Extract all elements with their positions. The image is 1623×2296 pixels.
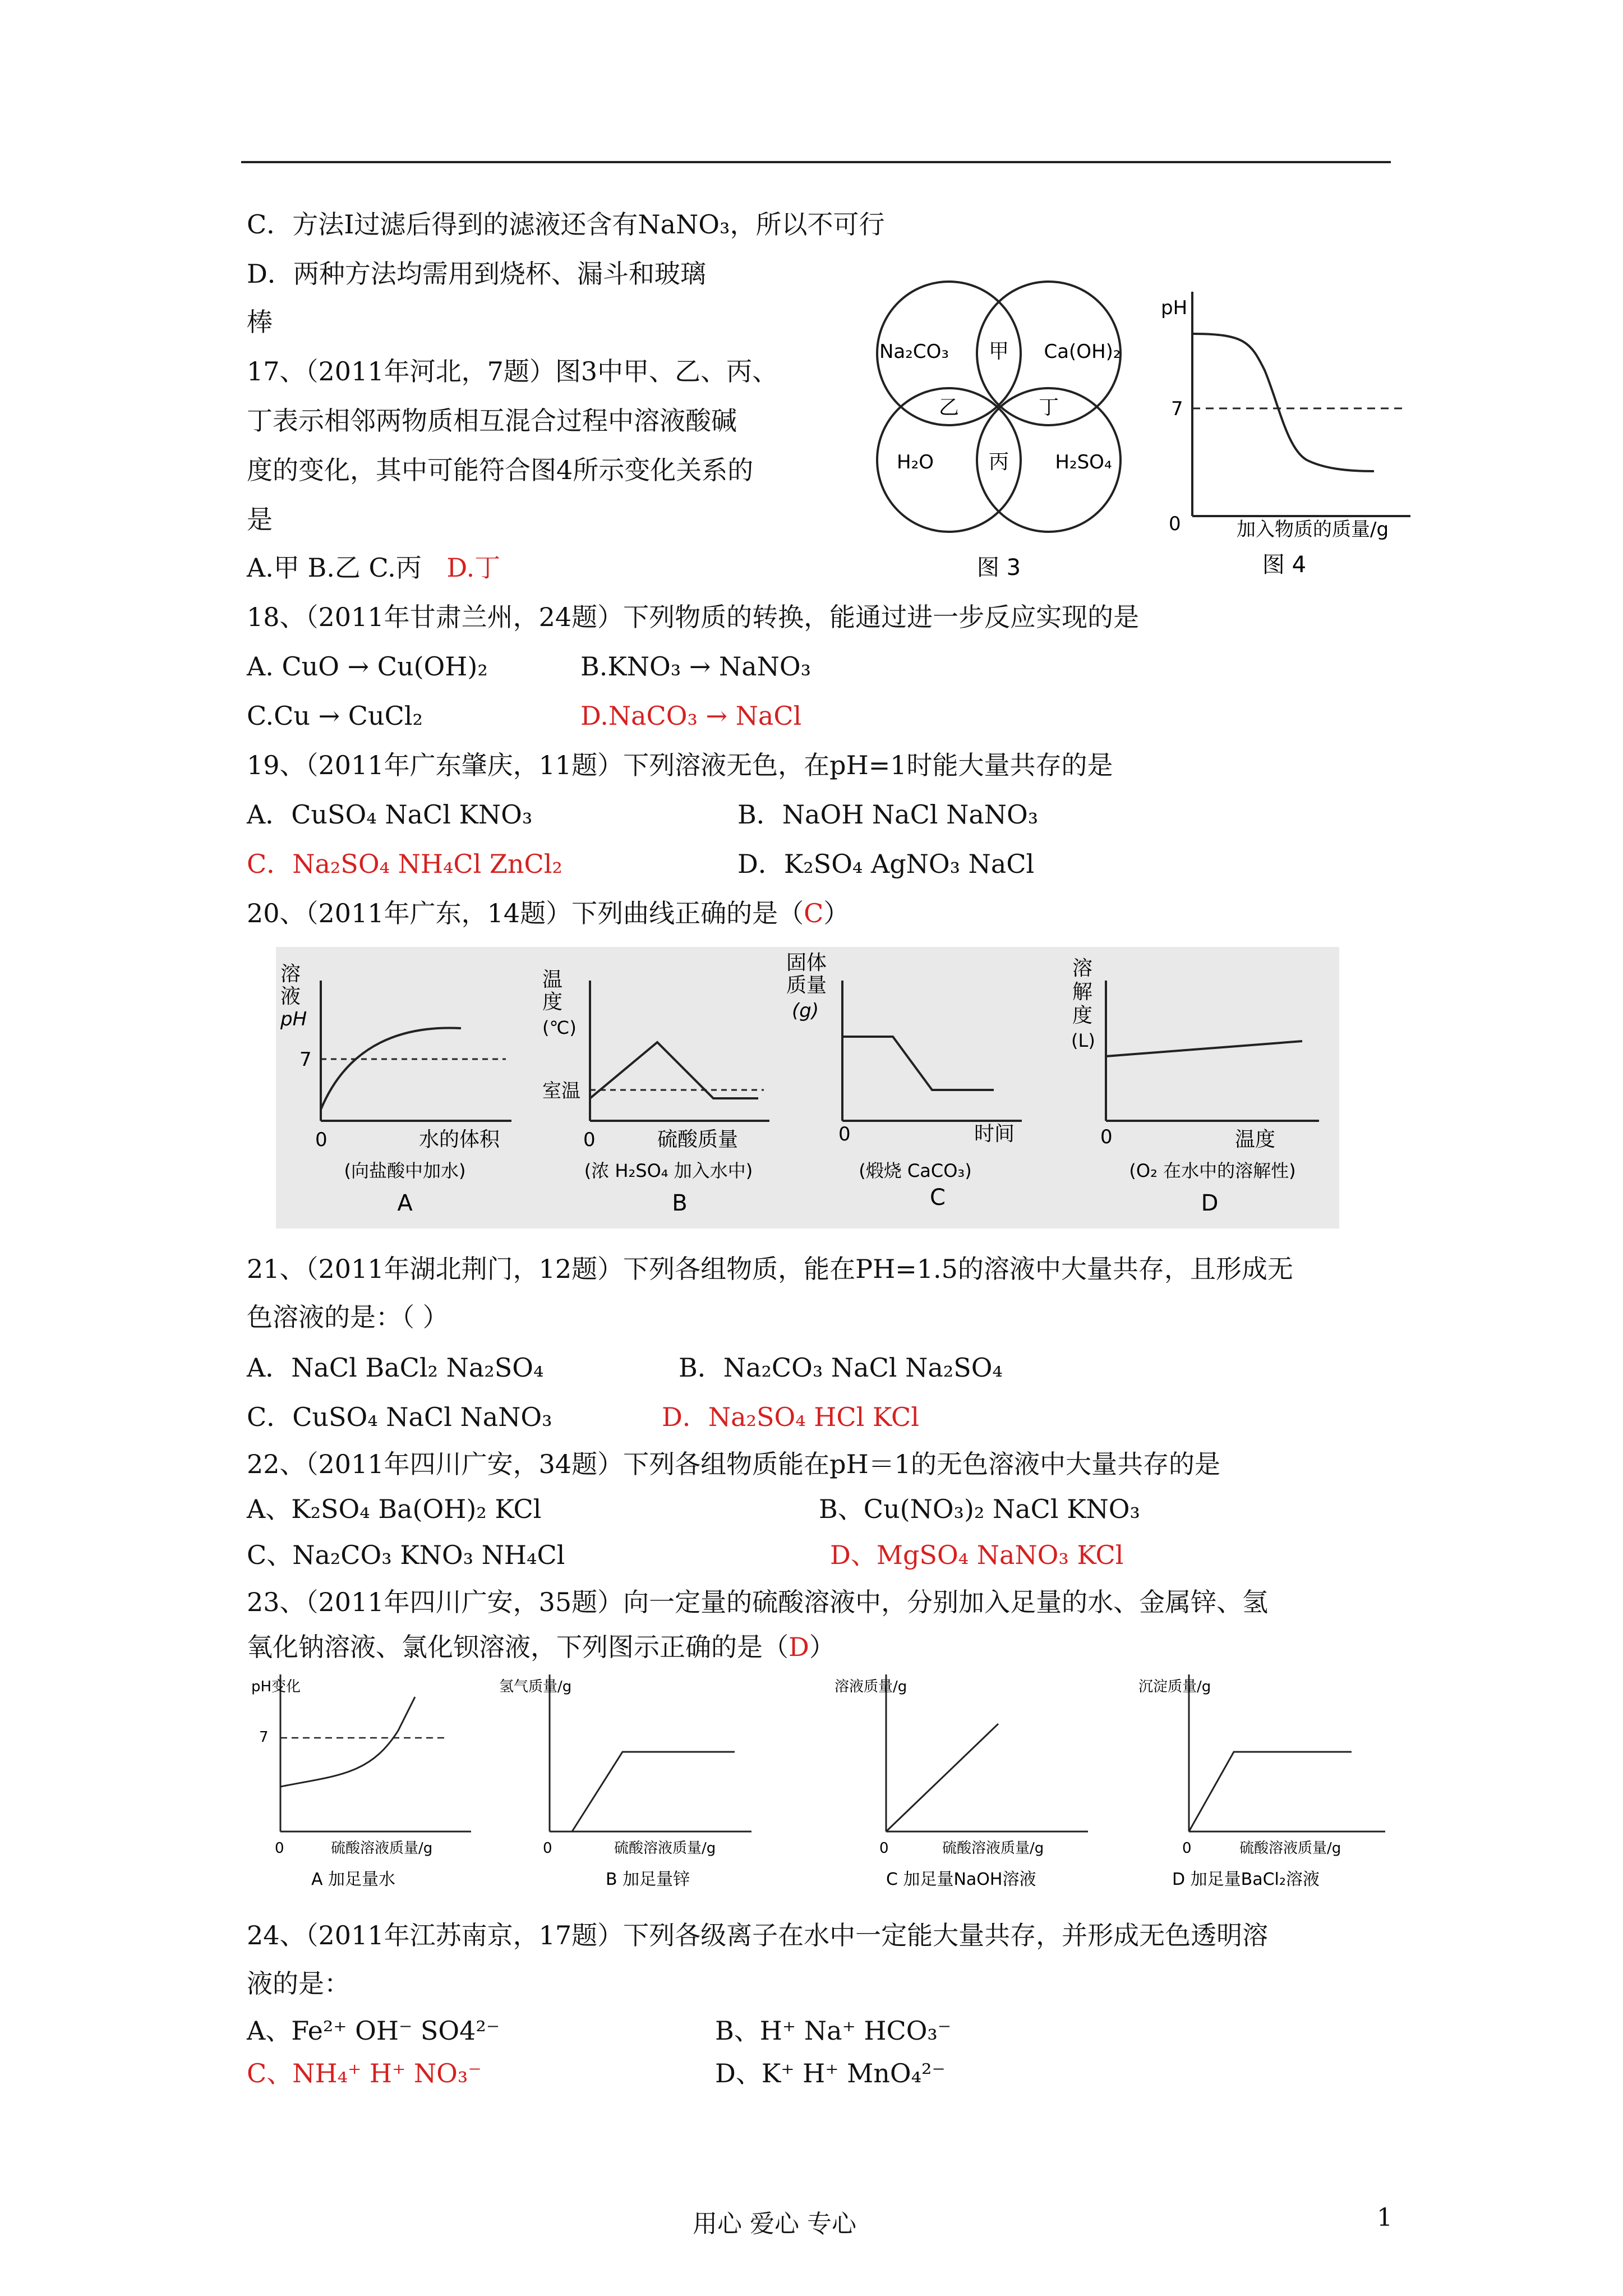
q23-line2-close: ） xyxy=(809,1632,835,1662)
q20b-ylabel2: 度 xyxy=(542,991,563,1014)
q20c-ylabel1: 固体 xyxy=(786,951,827,974)
q20a-tick: 7 xyxy=(299,1048,312,1071)
q21-option-b: B．Na₂CO₃ NaCl Na₂SO₄ xyxy=(679,1352,1003,1383)
q20a-letter: A xyxy=(397,1190,413,1216)
q17-line3: 度的变化，其中可能符合图4所示变化关系的 xyxy=(247,455,754,485)
q20c-xlabel: 时间 xyxy=(974,1122,1015,1145)
venn-caoh2: Ca(OH)₂ xyxy=(1044,341,1121,363)
q20b-letter: B xyxy=(672,1190,688,1216)
q24-option-d: D、K⁺ H⁺ MnO₄²⁻ xyxy=(715,2058,946,2088)
q23a-tick: 7 xyxy=(259,1729,269,1746)
q21-option-d-answer: D．Na₂SO₄ HCl KCl xyxy=(662,1402,919,1432)
q20c-ylabel2: 质量 xyxy=(786,974,827,997)
q20-chart-c xyxy=(786,951,1022,1211)
q23-chart-c xyxy=(834,1674,1088,1889)
q24-line2: 液的是： xyxy=(247,1968,350,1999)
q20b-zero: 0 xyxy=(583,1129,596,1151)
q20d-caption: (O₂ 在水中的溶解性) xyxy=(1129,1160,1296,1181)
q18-option-d-answer: D.NaCO₃ → NaCl xyxy=(580,701,802,731)
q20a-xlabel: 水的体积 xyxy=(419,1128,500,1151)
q23c-ylabel: 溶液质量/g xyxy=(834,1678,907,1695)
q24-option-a: A、Fe²⁺ OH⁻ SO4²⁻ xyxy=(247,2016,500,2046)
page-number: 1 xyxy=(1377,2203,1393,2232)
q19-option-b: B．NaOH NaCl NaNO₃ xyxy=(737,799,1039,830)
q23-chart-d xyxy=(1138,1674,1385,1889)
q22-option-c: C、Na₂CO₃ KNO₃ NH₄Cl xyxy=(247,1540,565,1570)
venn-h2o: H₂O xyxy=(897,451,934,473)
q24-line1: 24、（2011年江苏南京，17题）下列各级离子在水中一定能大量共存，并形成无色透明溶 xyxy=(247,1920,1269,1950)
venn-jia: 甲 xyxy=(988,340,1009,363)
q20d-letter: D xyxy=(1201,1190,1219,1216)
q23b-xlabel: 硫酸溶液质量/g xyxy=(614,1840,716,1857)
q23a-caption: A 加足量水 xyxy=(311,1870,396,1889)
q23-charts xyxy=(247,1663,1391,1899)
q23-line2 xyxy=(247,1630,835,1664)
q20-stem xyxy=(247,896,849,930)
q20a-zero: 0 xyxy=(315,1129,328,1151)
q17-answer: D.丁 xyxy=(446,553,501,583)
q17-line1: 17、（2011年河北，7题）图3中甲、乙、丙、 xyxy=(247,356,778,386)
q24-option-c-answer: C、NH₄⁺ H⁺ NO₃⁻ xyxy=(247,2058,482,2088)
q20d-ylabel4: (L) xyxy=(1071,1030,1095,1051)
q20-answer: C xyxy=(804,898,824,928)
q23-chart-b xyxy=(499,1674,751,1889)
q17-options xyxy=(247,551,500,585)
q18-option-b: B.KNO₃ → NaNO₃ xyxy=(580,651,811,682)
q22-stem: 22、（2011年四川广安，34题）下列各组物质能在pH＝1的无色溶液中大量共存的是 xyxy=(247,1449,1220,1479)
q19-option-a: A．CuSO₄ NaCl KNO₃ xyxy=(247,799,533,830)
q20a-caption: (向盐酸中加水) xyxy=(344,1160,466,1181)
q21-option-a: A．NaCl BaCl₂ Na₂SO₄ xyxy=(247,1352,544,1383)
q23b-ylabel: 氢气质量/g xyxy=(499,1678,572,1695)
q23a-xlabel: 硫酸溶液质量/g xyxy=(331,1840,433,1857)
q18-option-c: C.Cu → CuCl₂ xyxy=(247,701,423,731)
q17-options-text: A.甲 B.乙 C.丙 xyxy=(247,553,422,583)
q23-answer: D xyxy=(789,1632,809,1662)
option-d-continuation: 棒 xyxy=(247,307,273,337)
q21-line2: 色溶液的是：（ ） xyxy=(247,1302,449,1332)
q23d-xlabel: 硫酸溶液质量/g xyxy=(1239,1840,1341,1857)
q20c-ylabel3: (g) xyxy=(792,1000,819,1022)
option-c-line: C．方法Ⅰ过滤后得到的滤液还含有NaNO₃，所以不可行 xyxy=(247,209,885,240)
option-d-line: D．两种方法均需用到烧杯、漏斗和玻璃 xyxy=(247,259,706,289)
q23c-xlabel: 硫酸溶液质量/g xyxy=(942,1840,1044,1857)
q22-option-a: A、K₂SO₄ Ba(OH)₂ KCl xyxy=(247,1494,542,1524)
q24-option-b: B、H⁺ Na⁺ HCO₃⁻ xyxy=(715,2016,952,2046)
q20d-ylabel3: 度 xyxy=(1072,1004,1093,1027)
figure-4-ph-curve xyxy=(1144,280,1424,583)
q23d-zero: 0 xyxy=(1182,1840,1192,1857)
q23-line1: 23、（2011年四川广安，35题）向一定量的硫酸溶液中，分别加入足量的水、金属锌、氢 xyxy=(247,1587,1269,1617)
figure-4-zero: 0 xyxy=(1169,513,1181,535)
venn-ding: 丁 xyxy=(1038,396,1059,419)
figure-4-caption: 图 4 xyxy=(1262,552,1307,578)
venn-h2so4: H₂SO₄ xyxy=(1055,451,1112,473)
q20b-xlabel: 硫酸质量 xyxy=(657,1128,739,1151)
q20-chart-d xyxy=(1071,957,1319,1216)
q23a-zero: 0 xyxy=(275,1840,284,1857)
q23b-caption: B 加足量锌 xyxy=(606,1870,690,1889)
header-rule xyxy=(241,161,1391,163)
q20b-ylabel1: 温 xyxy=(542,968,563,991)
q20-chart-b xyxy=(542,968,769,1216)
q23-line2-text: 氧化钠溶液、氯化钡溶液，下列图示正确的是（ xyxy=(247,1632,789,1662)
q23a-ylabel: pH变化 xyxy=(251,1678,301,1695)
q20d-xlabel: 温度 xyxy=(1235,1128,1276,1151)
q23c-caption: C 加足量NaOH溶液 xyxy=(886,1870,1036,1889)
q20c-zero: 0 xyxy=(838,1123,851,1145)
q17-line4: 是 xyxy=(247,504,273,535)
figure-4-ylabel: pH xyxy=(1161,297,1188,319)
footer-motto: 用心 爱心 专心 xyxy=(693,2210,856,2238)
q23c-zero: 0 xyxy=(879,1840,889,1857)
q23d-caption: D 加足量BaCl₂溶液 xyxy=(1172,1870,1320,1889)
q23-chart-a xyxy=(251,1674,471,1889)
venn-na2co3: Na₂CO₃ xyxy=(879,341,949,363)
q18-stem: 18、（2011年甘肃兰州，24题）下列物质的转换，能通过进一步反应实现的是 xyxy=(247,602,1140,632)
q20c-caption: (煅烧 CaCO₃) xyxy=(859,1160,972,1181)
q18-option-a: A. CuO → Cu(OH)₂ xyxy=(247,651,488,682)
q20d-ylabel2: 解 xyxy=(1072,981,1093,1004)
q20a-ylabel3: pH xyxy=(280,1008,307,1030)
q20b-tick: 室温 xyxy=(542,1080,580,1102)
q23d-ylabel: 沉淀质量/g xyxy=(1138,1678,1211,1695)
q20b-ylabel3: (℃) xyxy=(542,1017,577,1038)
q20c-letter: C xyxy=(930,1185,946,1211)
q19-stem: 19、（2011年广东肇庆，11题）下列溶液无色，在pH=1时能大量共存的是 xyxy=(247,750,1113,780)
venn-bing: 丙 xyxy=(988,450,1009,473)
q20b-caption: (浓 H₂SO₄ 加入水中) xyxy=(584,1160,753,1181)
q20a-ylabel1: 溶 xyxy=(280,963,301,986)
q19-option-d: D．K₂SO₄ AgNO₃ NaCl xyxy=(737,849,1035,879)
venn-yi: 乙 xyxy=(938,396,960,419)
q23b-zero: 0 xyxy=(543,1840,552,1857)
figure-3-venn xyxy=(852,275,1144,589)
q20-chart-a xyxy=(280,963,511,1216)
q20-stem-text: 20、（2011年广东，14题）下列曲线正确的是（ xyxy=(247,898,804,928)
q19-option-c-answer: C．Na₂SO₄ NH₄Cl ZnCl₂ xyxy=(247,849,562,879)
q20-charts-scan xyxy=(276,947,1339,1228)
q17-line2: 丁表示相邻两物质相互混合过程中溶液酸碱 xyxy=(247,406,737,436)
q20-charts xyxy=(276,947,1339,1228)
q20d-ylabel1: 溶 xyxy=(1072,957,1093,980)
figure-3-caption: 图 3 xyxy=(976,555,1021,581)
q22-option-d-answer: D、MgSO₄ NaNO₃ KCl xyxy=(830,1540,1124,1570)
q20a-ylabel2: 液 xyxy=(280,985,301,1008)
figure-4-seven: 7 xyxy=(1171,398,1183,420)
q21-line1: 21、（2011年湖北荆门，12题）下列各组物质，能在PH=1.5的溶液中大量共存，且形成无 xyxy=(247,1254,1293,1284)
q20d-zero: 0 xyxy=(1100,1126,1113,1148)
q20-stem-close: ） xyxy=(823,898,850,928)
q21-option-c: C．CuSO₄ NaCl NaNO₃ xyxy=(247,1402,552,1432)
q22-option-b: B、Cu(NO₃)₂ NaCl KNO₃ xyxy=(819,1494,1140,1524)
figure-4-xlabel: 加入物质的质量/g xyxy=(1237,518,1389,541)
